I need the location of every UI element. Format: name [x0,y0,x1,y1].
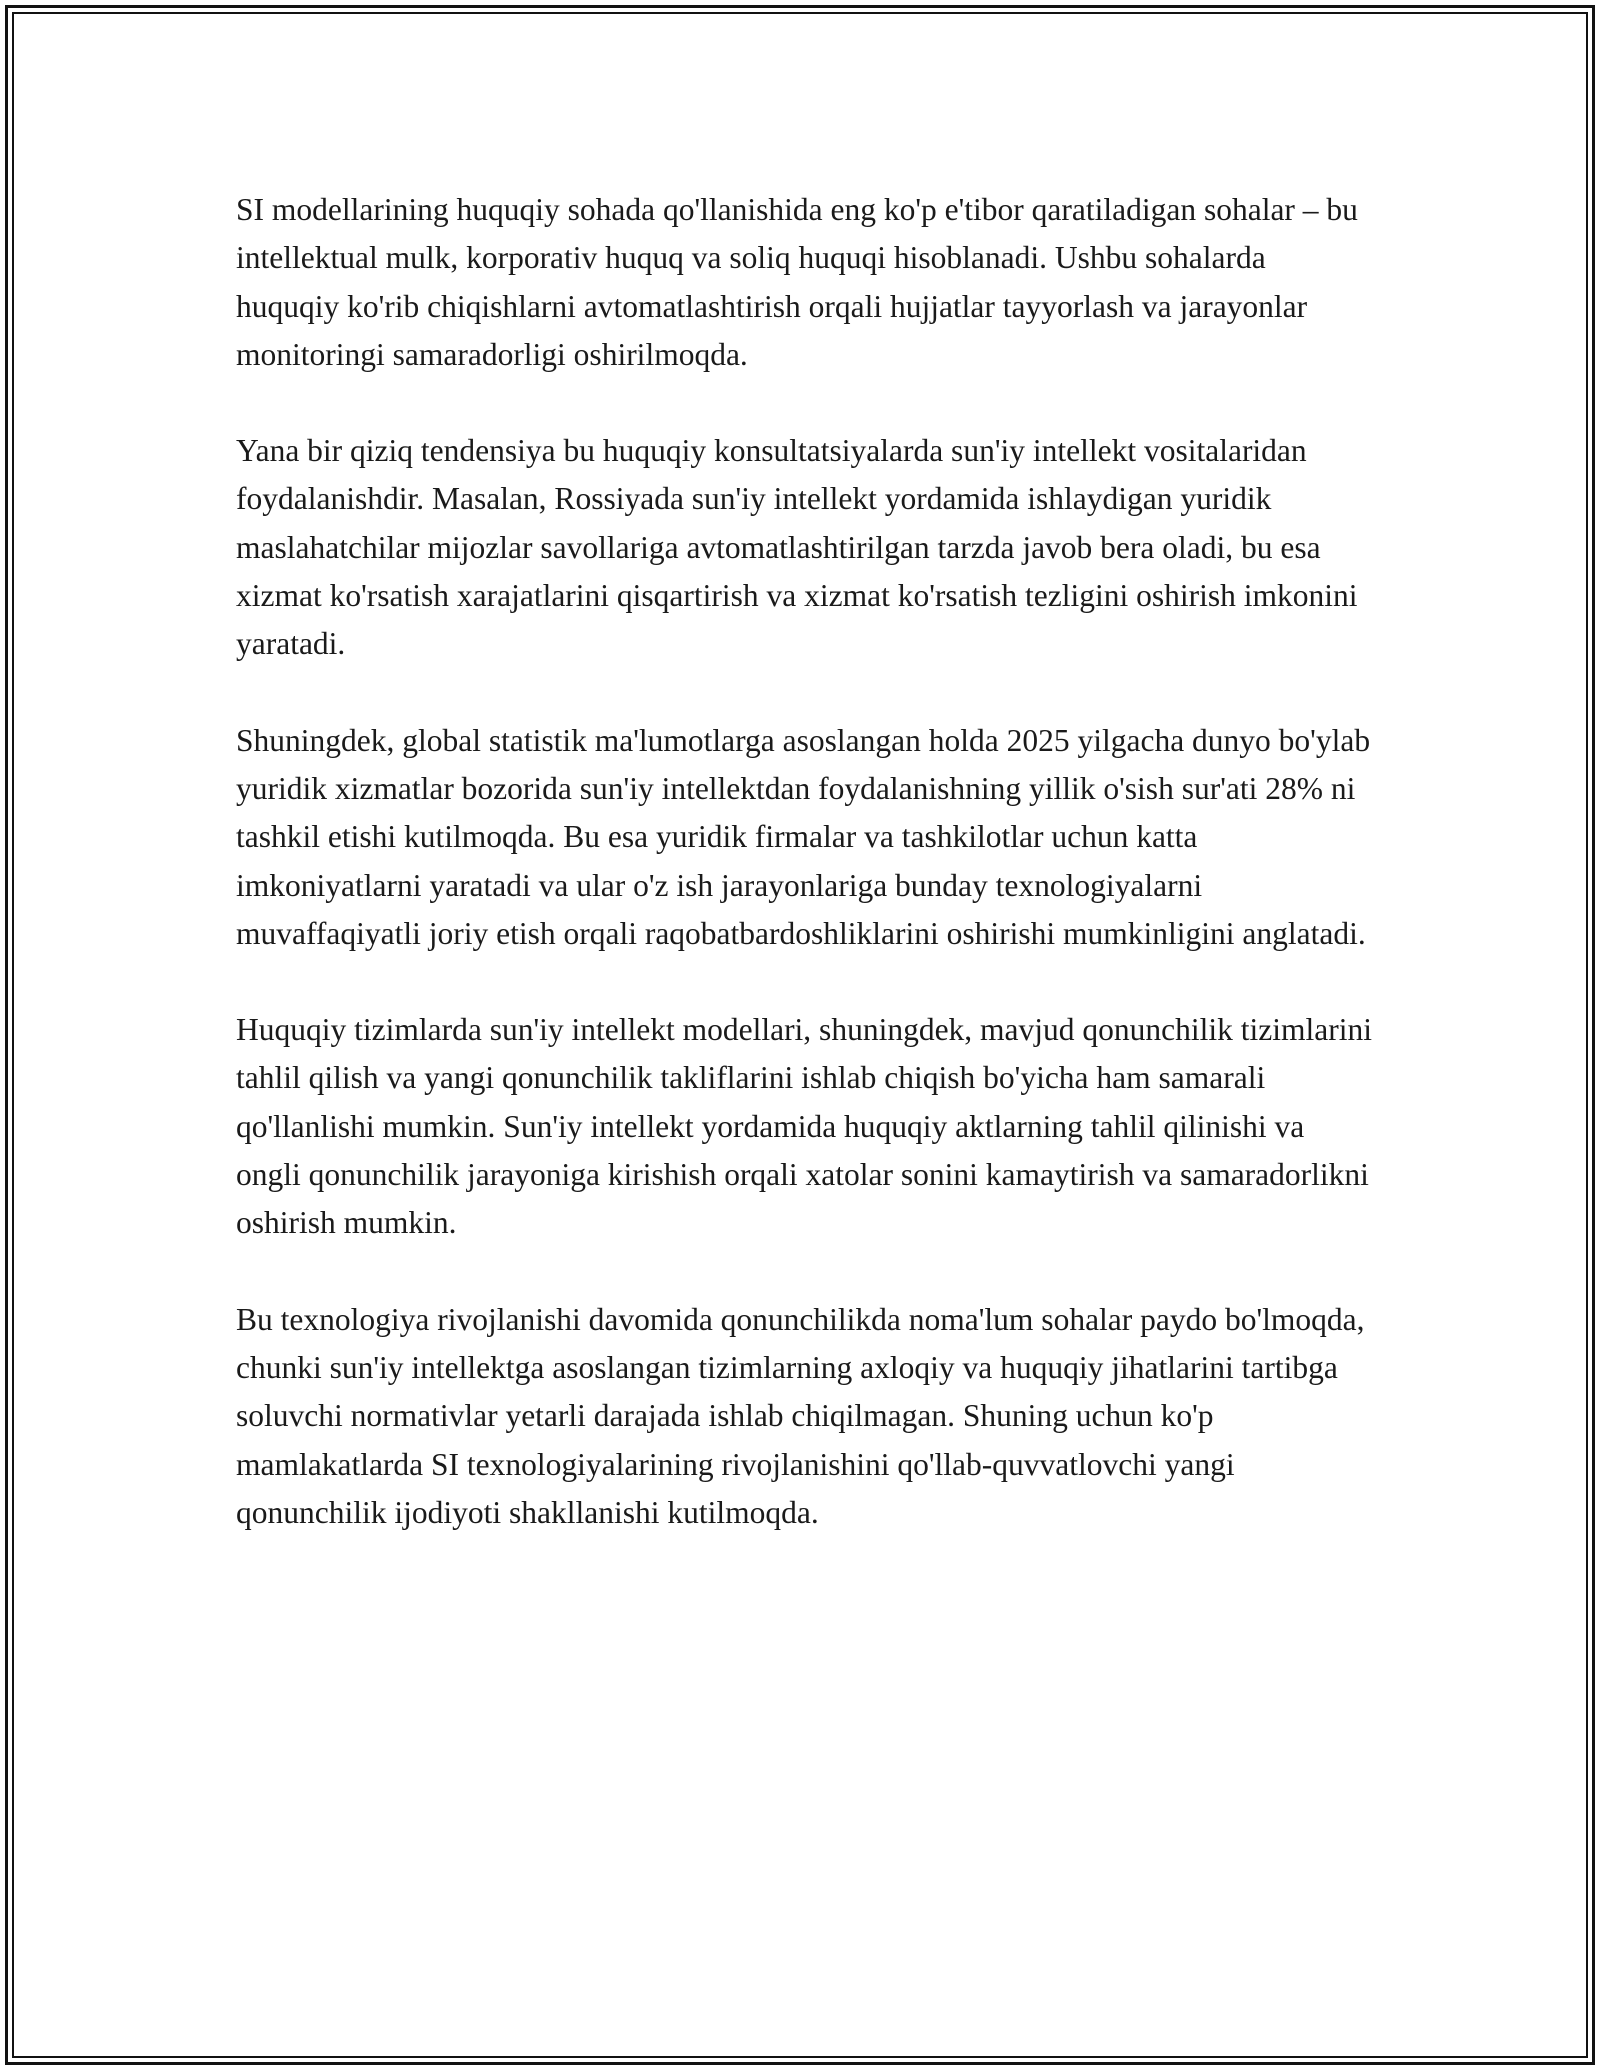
paragraph-legal-consulting: Yana bir qiziq tendensiya bu huquqiy konsultatsiyalarda sun'iy intellekt vositalaridan foydalanishdir. Masalan, Rossiyada sun'iy intellekt yordamida ishlaydigan yuridik maslahatchilar mijozlar savollariga avtomatlashtirilgan tarzda javob bera oladi, bu esa xizmat ko'rsatish xarajatlarini qisqartirish va xizmat ko'rsatish tezligini oshirish imkonini yaratadi. [236,433,1358,662]
paragraph-ai-legal-fields: SI modellarining huquqiy sohada qo'llanishida eng ko'p e'tibor qaratiladigan sohalar – bu intellektual mulk, korporativ huquq va soliq huquqi hisoblanadi. Ushbu sohalarda huquqiy ko'rib chiqishlarni avtomatlashtirish orqali hujjatlar tayyorlash va jarayonlar monitoringi samaradorligi oshirilmoqda. [236,192,1358,372]
document-body [236,186,1376,1585]
paragraph-legislation-analysis: Huquqiy tizimlarda sun'iy intellekt modellari, shuningdek, mavjud qonunchilik tizimlarini tahlil qilish va yangi qonunchilik takliflarini ishlab chiqish bo'yicha ham samarali qo'llanlishi mumkin. Sun'iy intellekt yordamida huquqiy aktlarning tahlil qilinishi va ongli qonunchilik jarayoniga kirishish orqali xatolar sonini kamaytirish va samaradorlikni oshirish mumkin. [236,1012,1372,1241]
paragraph-regulatory-gaps: Bu texnologiya rivojlanishi davomida qonunchilikda noma'lum sohalar paydo bo'lmoqda, chunki sun'iy intellektga asoslangan tizimlarning axloqiy va huquqiy jihatlarini tartibga soluvchi normativlar yetarli darajada ishlab chiqilmagan. Shuning uchun ko'p mamlakatlarda SI texnologiyalarining rivojlanishini qo'llab-quvvatlovchi yangi qonunchilik ijodiyoti shakllanishi kutilmoqda. [236,1301,1365,1530]
paragraph-global-statistics: Shuningdek, global statistik ma'lumotlarga asoslangan holda 2025 yilgacha dunyo bo'ylab yuridik xizmatlar bozorida sun'iy intellektdan foydalanishning yillik o'sish sur'ati 28% ni tashkil etishi kutilmoqda. Bu esa yuridik firmalar va tashkilotlar uchun katta imkoniyatlarni yaratadi va ular o'z ish jarayonlariga bunday texnologiyalarni muvaffaqiyatli joriy etish orqali raqobatbardoshliklarini oshirishi mumkinligini anglatadi. [236,722,1371,951]
